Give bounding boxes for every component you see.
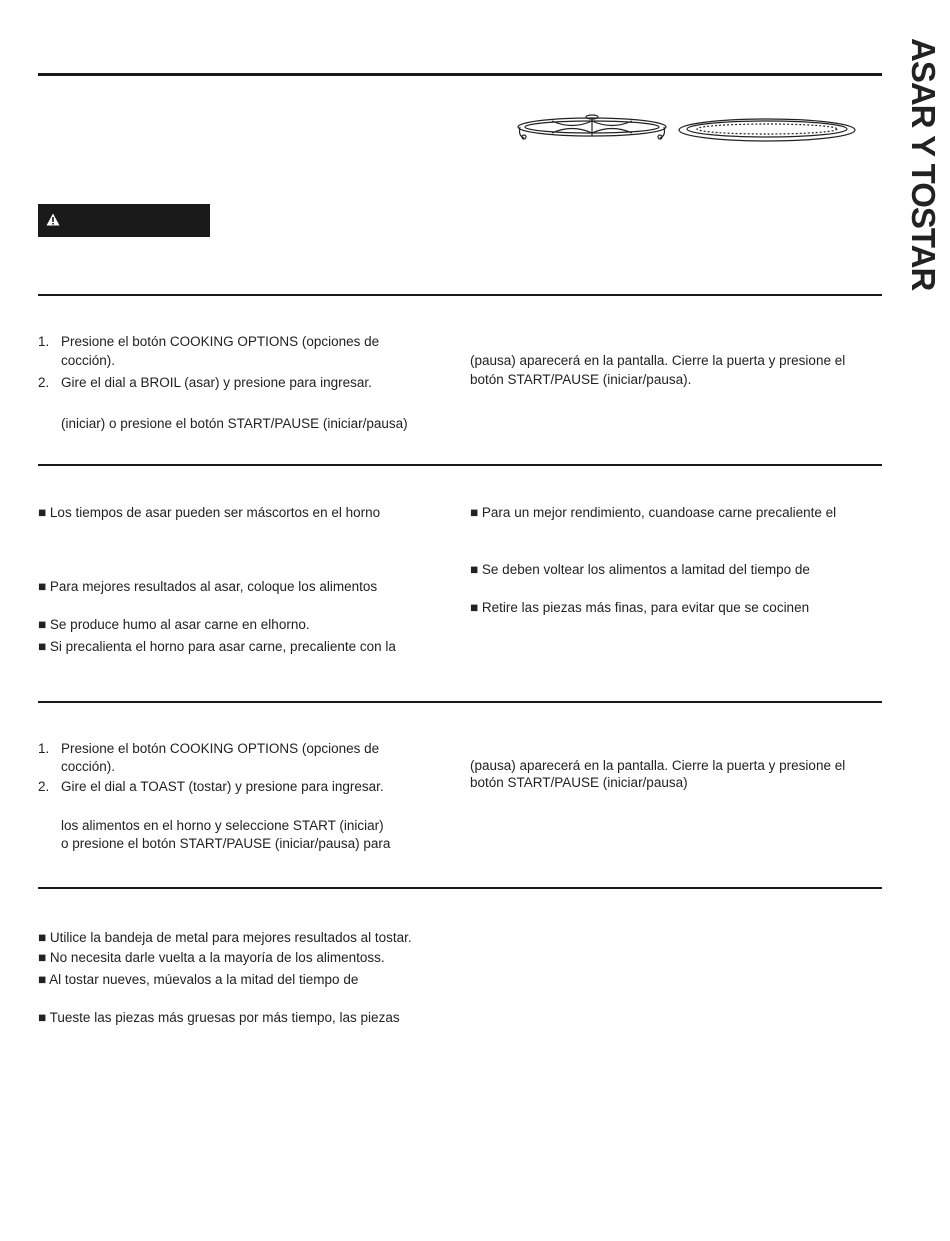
tip-item: ■ Al tostar nueves, múevalos a la mitad del tiempo de bbox=[38, 972, 359, 987]
step-text: botón START/PAUSE (iniciar/pausa). bbox=[470, 372, 692, 387]
bullet-icon: ■ bbox=[38, 579, 47, 594]
warning-banner bbox=[38, 204, 210, 237]
tray-icon bbox=[679, 119, 855, 141]
bullet-icon: ■ bbox=[38, 1010, 47, 1025]
step-text: (iniciar) o presione el botón START/PAUSE (iniciar/pausa) bbox=[61, 416, 408, 431]
bullet-icon: ■ bbox=[38, 505, 47, 520]
bullet-icon: ■ bbox=[470, 562, 479, 577]
tip-item: ■ Los tiempos de asar pueden ser máscortos en el horno bbox=[38, 505, 381, 520]
tip-item: ■ Se deben voltear los alimentos a lamitad del tiempo de bbox=[470, 562, 810, 577]
bullet-icon: ■ bbox=[470, 600, 479, 615]
section-rule bbox=[38, 701, 882, 703]
bullet-icon: ■ bbox=[38, 930, 47, 945]
metal-rack-icon bbox=[518, 115, 666, 139]
step-number: 2. bbox=[38, 375, 50, 390]
rack-and-tray-illustration bbox=[512, 112, 858, 144]
step-number: 1. bbox=[38, 334, 50, 349]
bullet-icon: ■ bbox=[38, 617, 47, 632]
step-text: los alimentos en el horno y seleccione START (iniciar) bbox=[61, 818, 384, 833]
step-text: Presione el botón COOKING OPTIONS (opciones de bbox=[61, 741, 380, 756]
side-section-title: ASAR Y TOSTAR bbox=[905, 38, 942, 291]
tip-item: ■ Utilice la bandeja de metal para mejores resultados al tostar. bbox=[38, 930, 412, 945]
step-number: 1. bbox=[38, 741, 50, 756]
step-text: o presione el botón START/PAUSE (iniciar/pausa) para bbox=[61, 836, 391, 851]
warning-triangle-icon bbox=[46, 213, 60, 226]
bullet-icon: ■ bbox=[38, 972, 47, 987]
step-text: cocción). bbox=[61, 759, 116, 774]
step-text: botón START/PAUSE (iniciar/pausa) bbox=[470, 775, 688, 790]
section-rule bbox=[38, 887, 882, 889]
step-text: (pausa) aparecerá en la pantalla. Cierre la puerta y presione el bbox=[470, 758, 846, 773]
tip-item: ■ Se produce humo al asar carne en elhorno. bbox=[38, 617, 310, 632]
bullet-icon: ■ bbox=[38, 639, 47, 654]
header-rule bbox=[38, 73, 882, 76]
step-text: Presione el botón COOKING OPTIONS (opciones de bbox=[61, 334, 380, 349]
tip-item: ■ Si precalienta el horno para asar carne, precaliente con la bbox=[38, 639, 396, 654]
bullet-icon: ■ bbox=[470, 505, 479, 520]
tip-item: ■ Retire las piezas más finas, para evitar que se cocinen bbox=[470, 600, 810, 615]
section-rule bbox=[38, 294, 882, 296]
tip-item: ■ Para mejores resultados al asar, coloque los alimentos bbox=[38, 579, 378, 594]
step-number: 2. bbox=[38, 779, 50, 794]
tip-item: ■ Para un mejor rendimiento, cuandoase carne precaliente el bbox=[470, 505, 837, 520]
step-text: Gire el dial a BROIL (asar) y presione para ingresar. bbox=[61, 375, 372, 390]
step-text: cocción). bbox=[61, 353, 116, 368]
step-text: (pausa) aparecerá en la pantalla. Cierre la puerta y presione el bbox=[470, 353, 846, 368]
step-text: Gire el dial a TOAST (tostar) y presione para ingresar. bbox=[61, 779, 384, 794]
tip-item: ■ Tueste las piezas más gruesas por más tiempo, las piezas bbox=[38, 1010, 400, 1025]
section-rule bbox=[38, 464, 882, 466]
bullet-icon: ■ bbox=[38, 950, 47, 965]
tip-item: ■ No necesita darle vuelta a la mayoría de los alimentoss. bbox=[38, 950, 385, 965]
